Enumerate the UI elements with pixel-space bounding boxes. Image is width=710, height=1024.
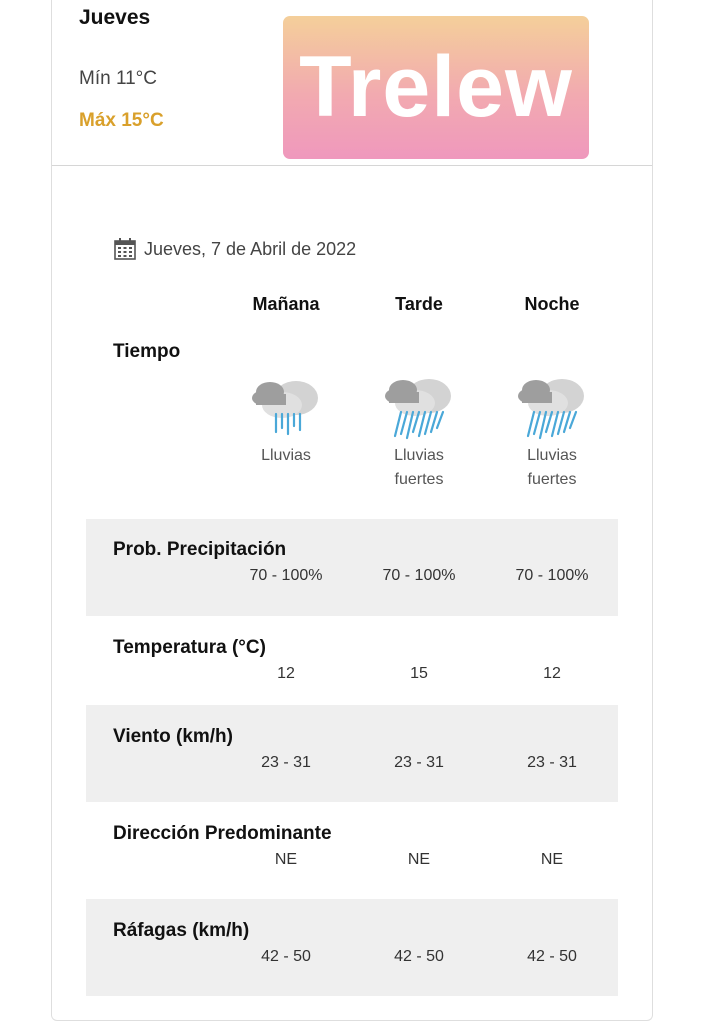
- light-rain-icon: [248, 370, 328, 450]
- row-value: 12: [277, 665, 295, 682]
- row-value: 23 - 31: [261, 754, 311, 771]
- weather-description-line: Lluvias: [261, 447, 311, 464]
- row-value: 23 - 31: [527, 754, 577, 771]
- row-value: NE: [274, 851, 298, 868]
- weather-description-line: fuertes: [527, 471, 577, 488]
- weather-description-line: Lluvias: [394, 447, 444, 464]
- tiempo-label: Tiempo: [113, 341, 181, 362]
- weather-description-line: Lluvias: [527, 447, 577, 464]
- row-value: 70 - 100%: [249, 567, 323, 584]
- row-precipitation: [86, 519, 618, 616]
- card-header: [52, 0, 652, 166]
- row-wind: [86, 705, 618, 802]
- row-label: Ráfagas (km/h): [113, 920, 250, 941]
- row-value: 42 - 50: [527, 948, 577, 965]
- row-value: 12: [543, 665, 561, 682]
- heavy-rain-icon: [514, 368, 594, 448]
- weather-description-noche: [492, 444, 612, 492]
- row-value: 70 - 100%: [515, 567, 589, 584]
- day-name: Jueves: [79, 6, 151, 29]
- max-temperature: Máx 15°C: [79, 110, 164, 131]
- calendar-icon: [113, 237, 137, 261]
- row-label: Dirección Predominante: [113, 823, 332, 844]
- row-gusts: [86, 899, 618, 996]
- row-value: NE: [407, 851, 431, 868]
- date-row: [113, 237, 356, 261]
- min-temperature: Mín 11°C: [79, 68, 157, 89]
- row-label: Temperatura (°C): [113, 637, 266, 658]
- row-value: NE: [540, 851, 564, 868]
- row-value: 70 - 100%: [382, 567, 456, 584]
- row-value: 42 - 50: [261, 948, 311, 965]
- weather-description-manana: [226, 444, 346, 468]
- column-header-manana: Mañana: [252, 294, 320, 314]
- weather-description-line: fuertes: [394, 471, 444, 488]
- forecast-card: [51, 0, 653, 1021]
- heavy-rain-icon: [381, 368, 461, 448]
- weather-description-tarde: [359, 444, 479, 492]
- row-temperature: [86, 616, 618, 713]
- row-value: 42 - 50: [394, 948, 444, 965]
- row-label: Viento (km/h): [113, 726, 233, 747]
- date-label: Jueves, 7 de Abril de 2022: [144, 238, 357, 259]
- column-header-noche: Noche: [524, 294, 580, 314]
- row-value: 23 - 31: [394, 754, 444, 771]
- column-header-tarde: Tarde: [395, 294, 443, 314]
- city-banner: Trelew: [283, 16, 589, 159]
- row-direction: [86, 802, 618, 899]
- row-label: Prob. Precipitación: [113, 539, 287, 560]
- row-value: 15: [410, 665, 428, 682]
